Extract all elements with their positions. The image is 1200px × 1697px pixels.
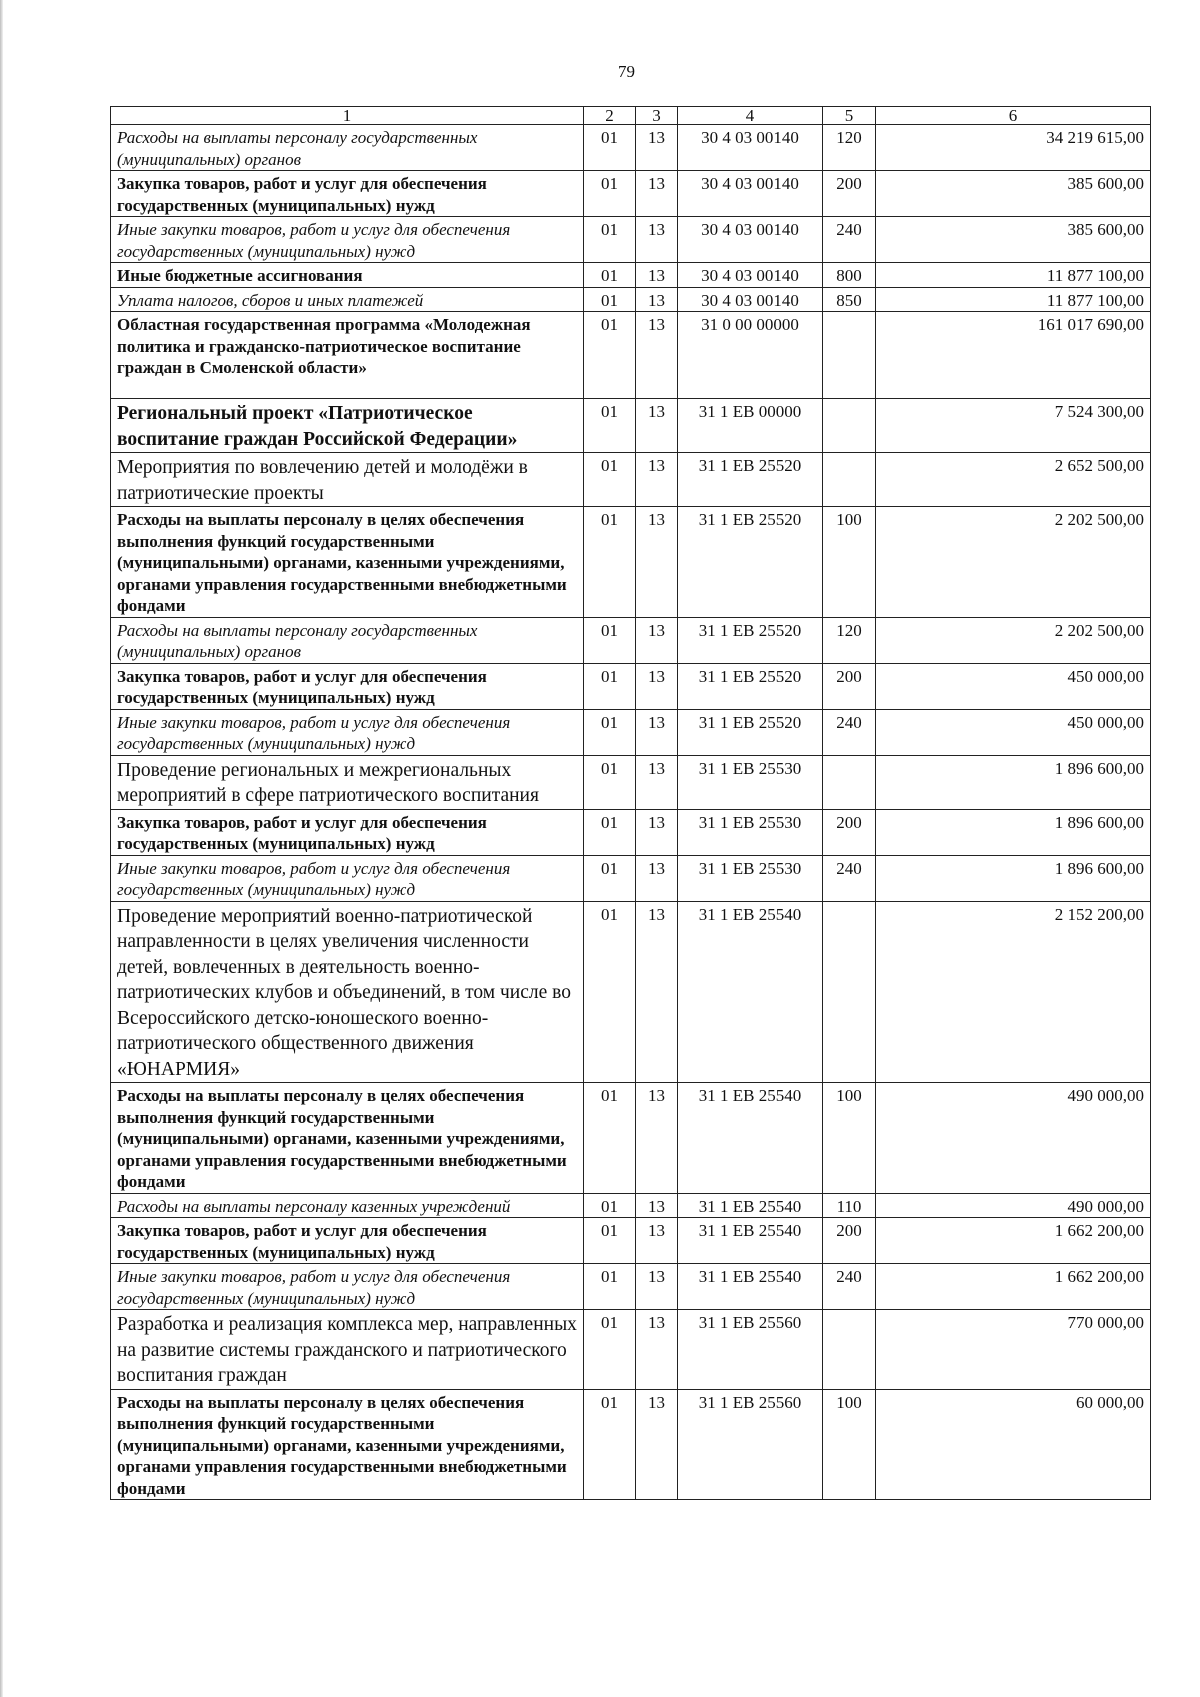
- row-section: 01: [584, 1264, 636, 1310]
- row-target-code: 31 1 EB 00000: [678, 399, 823, 453]
- row-section: 01: [584, 312, 636, 399]
- row-amount: 450 000,00: [876, 709, 1151, 755]
- row-expense-type: 120: [823, 617, 876, 663]
- row-amount: 385 600,00: [876, 217, 1151, 263]
- row-amount: 1 896 600,00: [876, 855, 1151, 901]
- table-row: [111, 125, 1151, 171]
- row-target-code: 30 4 03 00140: [678, 125, 823, 171]
- row-target-code: 31 0 00 00000: [678, 312, 823, 399]
- row-expense-type: 100: [823, 1389, 876, 1500]
- row-amount: 2 202 500,00: [876, 507, 1151, 618]
- row-amount: 7 524 300,00: [876, 399, 1151, 453]
- table-row: [111, 855, 1151, 901]
- row-description: Иные закупки товаров, работ и услуг для обеспечения государственных (муниципальных) нужд: [111, 217, 584, 263]
- row-section: 01: [584, 1218, 636, 1264]
- row-subsection: 13: [636, 399, 678, 453]
- row-expense-type: 100: [823, 507, 876, 618]
- row-description: Иные закупки товаров, работ и услуг для обеспечения государственных (муниципальных) нужд: [111, 1264, 584, 1310]
- row-subsection: 13: [636, 855, 678, 901]
- row-section: 01: [584, 507, 636, 618]
- row-description: Расходы на выплаты персоналу государственных (муниципальных) органов: [111, 617, 584, 663]
- row-target-code: 31 1 EB 25520: [678, 507, 823, 618]
- row-expense-type: 110: [823, 1193, 876, 1218]
- table-row: [111, 809, 1151, 855]
- row-expense-type: 200: [823, 663, 876, 709]
- header-col-6: 6: [876, 107, 1151, 125]
- row-target-code: 30 4 03 00140: [678, 287, 823, 312]
- table-row: [111, 507, 1151, 618]
- row-target-code: 31 1 EB 25520: [678, 617, 823, 663]
- row-amount: 1 896 600,00: [876, 809, 1151, 855]
- row-amount: 11 877 100,00: [876, 287, 1151, 312]
- header-col-4: 4: [678, 107, 823, 125]
- table-row: [111, 1218, 1151, 1264]
- row-section: 01: [584, 1310, 636, 1390]
- row-amount: 385 600,00: [876, 171, 1151, 217]
- row-subsection: 13: [636, 125, 678, 171]
- table-row: [111, 399, 1151, 453]
- row-target-code: 31 1 EB 25530: [678, 809, 823, 855]
- header-col-5: 5: [823, 107, 876, 125]
- row-amount: 2 652 500,00: [876, 453, 1151, 507]
- row-subsection: 13: [636, 755, 678, 809]
- row-expense-type: 850: [823, 287, 876, 312]
- table-row: [111, 263, 1151, 288]
- row-target-code: 31 1 EB 25520: [678, 709, 823, 755]
- table-row: [111, 217, 1151, 263]
- row-expense-type: [823, 901, 876, 1083]
- row-description: Расходы на выплаты персоналу казенных учреждений: [111, 1193, 584, 1218]
- table-row: [111, 287, 1151, 312]
- row-subsection: 13: [636, 1218, 678, 1264]
- table-row: [111, 901, 1151, 1083]
- table-row: [111, 1193, 1151, 1218]
- row-target-code: 31 1 EB 25560: [678, 1389, 823, 1500]
- row-target-code: 31 1 EB 25540: [678, 1264, 823, 1310]
- row-amount: 2 152 200,00: [876, 901, 1151, 1083]
- table-row: [111, 1389, 1151, 1500]
- row-amount: 34 219 615,00: [876, 125, 1151, 171]
- row-description: Расходы на выплаты персоналу государственных (муниципальных) органов: [111, 125, 584, 171]
- budget-table: [110, 106, 1151, 1500]
- scan-edge: [0, 0, 3, 1697]
- row-target-code: 30 4 03 00140: [678, 263, 823, 288]
- row-amount: 490 000,00: [876, 1193, 1151, 1218]
- row-description: Проведение региональных и межрегиональных мероприятий в сфере патриотического воспитания: [111, 755, 584, 809]
- row-section: 01: [584, 809, 636, 855]
- row-description: Мероприятия по вовлечению детей и молодёжи в патриотические проекты: [111, 453, 584, 507]
- row-section: 01: [584, 1083, 636, 1194]
- row-expense-type: 100: [823, 1083, 876, 1194]
- row-expense-type: [823, 312, 876, 399]
- row-amount: 1 662 200,00: [876, 1264, 1151, 1310]
- row-expense-type: 240: [823, 1264, 876, 1310]
- row-description: Проведение мероприятий военно-патриотической направленности в целях увеличения численности детей, вовлеченных в деятельность военно-патриотических клубов и объединений, в том числе во Всероссийского детско-юношеского военно-патриотического общественного движения «ЮНАРМИЯ»: [111, 901, 584, 1083]
- row-subsection: 13: [636, 1083, 678, 1194]
- row-description: Региональный проект «Патриотическое воспитание граждан Российской Федерации»: [111, 399, 584, 453]
- row-expense-type: 240: [823, 855, 876, 901]
- row-amount: 770 000,00: [876, 1310, 1151, 1390]
- page-number: 79: [618, 62, 635, 81]
- row-expense-type: 800: [823, 263, 876, 288]
- table-row: [111, 453, 1151, 507]
- row-subsection: 13: [636, 217, 678, 263]
- row-target-code: 31 1 EB 25540: [678, 1193, 823, 1218]
- row-target-code: 31 1 EB 25560: [678, 1310, 823, 1390]
- row-amount: 11 877 100,00: [876, 263, 1151, 288]
- table-row: [111, 617, 1151, 663]
- row-subsection: 13: [636, 617, 678, 663]
- row-subsection: 13: [636, 1389, 678, 1500]
- row-section: 01: [584, 617, 636, 663]
- row-section: 01: [584, 399, 636, 453]
- row-section: 01: [584, 1389, 636, 1500]
- row-subsection: 13: [636, 1264, 678, 1310]
- table-row: [111, 312, 1151, 399]
- row-expense-type: [823, 399, 876, 453]
- row-description: Расходы на выплаты персоналу в целях обеспечения выполнения функций государственными (муниципальными) органами, казенными учреждениями, органами управления государственными внебюджетными фондами: [111, 1083, 584, 1194]
- row-subsection: 13: [636, 453, 678, 507]
- row-description: Расходы на выплаты персоналу в целях обеспечения выполнения функций государственными (муниципальными) органами, казенными учреждениями, органами управления государственными внебюджетными фондами: [111, 507, 584, 618]
- row-section: 01: [584, 263, 636, 288]
- row-subsection: 13: [636, 901, 678, 1083]
- row-description: Иные бюджетные ассигнования: [111, 263, 584, 288]
- row-expense-type: 240: [823, 709, 876, 755]
- table-row: [111, 1264, 1151, 1310]
- row-description: Разработка и реализация комплекса мер, направленных на развитие системы гражданского и патриотического воспитания граждан: [111, 1310, 584, 1390]
- row-amount: 450 000,00: [876, 663, 1151, 709]
- row-expense-type: [823, 755, 876, 809]
- row-expense-type: 200: [823, 809, 876, 855]
- row-target-code: 31 1 EB 25540: [678, 901, 823, 1083]
- header-col-2: 2: [584, 107, 636, 125]
- row-amount: 490 000,00: [876, 1083, 1151, 1194]
- row-amount: 1 662 200,00: [876, 1218, 1151, 1264]
- header-col-3: 3: [636, 107, 678, 125]
- row-description: Иные закупки товаров, работ и услуг для обеспечения государственных (муниципальных) нужд: [111, 709, 584, 755]
- row-description: Расходы на выплаты персоналу в целях обеспечения выполнения функций государственными (муниципальными) органами, казенными учреждениями, органами управления государственными внебюджетными фондами: [111, 1389, 584, 1500]
- row-subsection: 13: [636, 1193, 678, 1218]
- row-target-code: 31 1 EB 25530: [678, 855, 823, 901]
- row-section: 01: [584, 217, 636, 263]
- row-subsection: 13: [636, 263, 678, 288]
- row-amount: 60 000,00: [876, 1389, 1151, 1500]
- row-section: 01: [584, 709, 636, 755]
- row-expense-type: 200: [823, 171, 876, 217]
- row-amount: 1 896 600,00: [876, 755, 1151, 809]
- row-subsection: 13: [636, 312, 678, 399]
- row-expense-type: 240: [823, 217, 876, 263]
- row-target-code: 30 4 03 00140: [678, 171, 823, 217]
- row-expense-type: [823, 1310, 876, 1390]
- row-subsection: 13: [636, 507, 678, 618]
- table-row: [111, 663, 1151, 709]
- row-subsection: 13: [636, 809, 678, 855]
- row-expense-type: 200: [823, 1218, 876, 1264]
- row-section: 01: [584, 453, 636, 507]
- row-description: Закупка товаров, работ и услуг для обеспечения государственных (муниципальных) нужд: [111, 1218, 584, 1264]
- table-body: [111, 125, 1151, 1500]
- row-target-code: 31 1 EB 25530: [678, 755, 823, 809]
- row-description: Уплата налогов, сборов и иных платежей: [111, 287, 584, 312]
- row-section: 01: [584, 1193, 636, 1218]
- row-target-code: 31 1 EB 25520: [678, 453, 823, 507]
- row-section: 01: [584, 171, 636, 217]
- row-description: Закупка товаров, работ и услуг для обеспечения государственных (муниципальных) нужд: [111, 663, 584, 709]
- row-amount: 2 202 500,00: [876, 617, 1151, 663]
- row-expense-type: [823, 453, 876, 507]
- row-target-code: 31 1 EB 25520: [678, 663, 823, 709]
- row-section: 01: [584, 901, 636, 1083]
- row-subsection: 13: [636, 287, 678, 312]
- table-row: [111, 709, 1151, 755]
- row-description: Иные закупки товаров, работ и услуг для обеспечения государственных (муниципальных) нужд: [111, 855, 584, 901]
- row-expense-type: 120: [823, 125, 876, 171]
- header-col-1: 1: [111, 107, 584, 125]
- table-row: [111, 755, 1151, 809]
- row-section: 01: [584, 125, 636, 171]
- row-target-code: 31 1 EB 25540: [678, 1083, 823, 1194]
- row-target-code: 31 1 EB 25540: [678, 1218, 823, 1264]
- table-row: [111, 1083, 1151, 1194]
- row-target-code: 30 4 03 00140: [678, 217, 823, 263]
- row-subsection: 13: [636, 1310, 678, 1390]
- row-subsection: 13: [636, 663, 678, 709]
- table-row: [111, 171, 1151, 217]
- row-amount: 161 017 690,00: [876, 312, 1151, 399]
- row-section: 01: [584, 287, 636, 312]
- header-row: [111, 107, 1151, 125]
- row-section: 01: [584, 755, 636, 809]
- row-description: Закупка товаров, работ и услуг для обеспечения государственных (муниципальных) нужд: [111, 171, 584, 217]
- table-row: [111, 1310, 1151, 1390]
- row-description: Закупка товаров, работ и услуг для обеспечения государственных (муниципальных) нужд: [111, 809, 584, 855]
- row-section: 01: [584, 663, 636, 709]
- row-subsection: 13: [636, 171, 678, 217]
- row-subsection: 13: [636, 709, 678, 755]
- row-section: 01: [584, 855, 636, 901]
- row-description: Областная государственная программа «Молодежная политика и гражданско-патриотическое воспитание граждан в Смоленской области»: [111, 312, 584, 399]
